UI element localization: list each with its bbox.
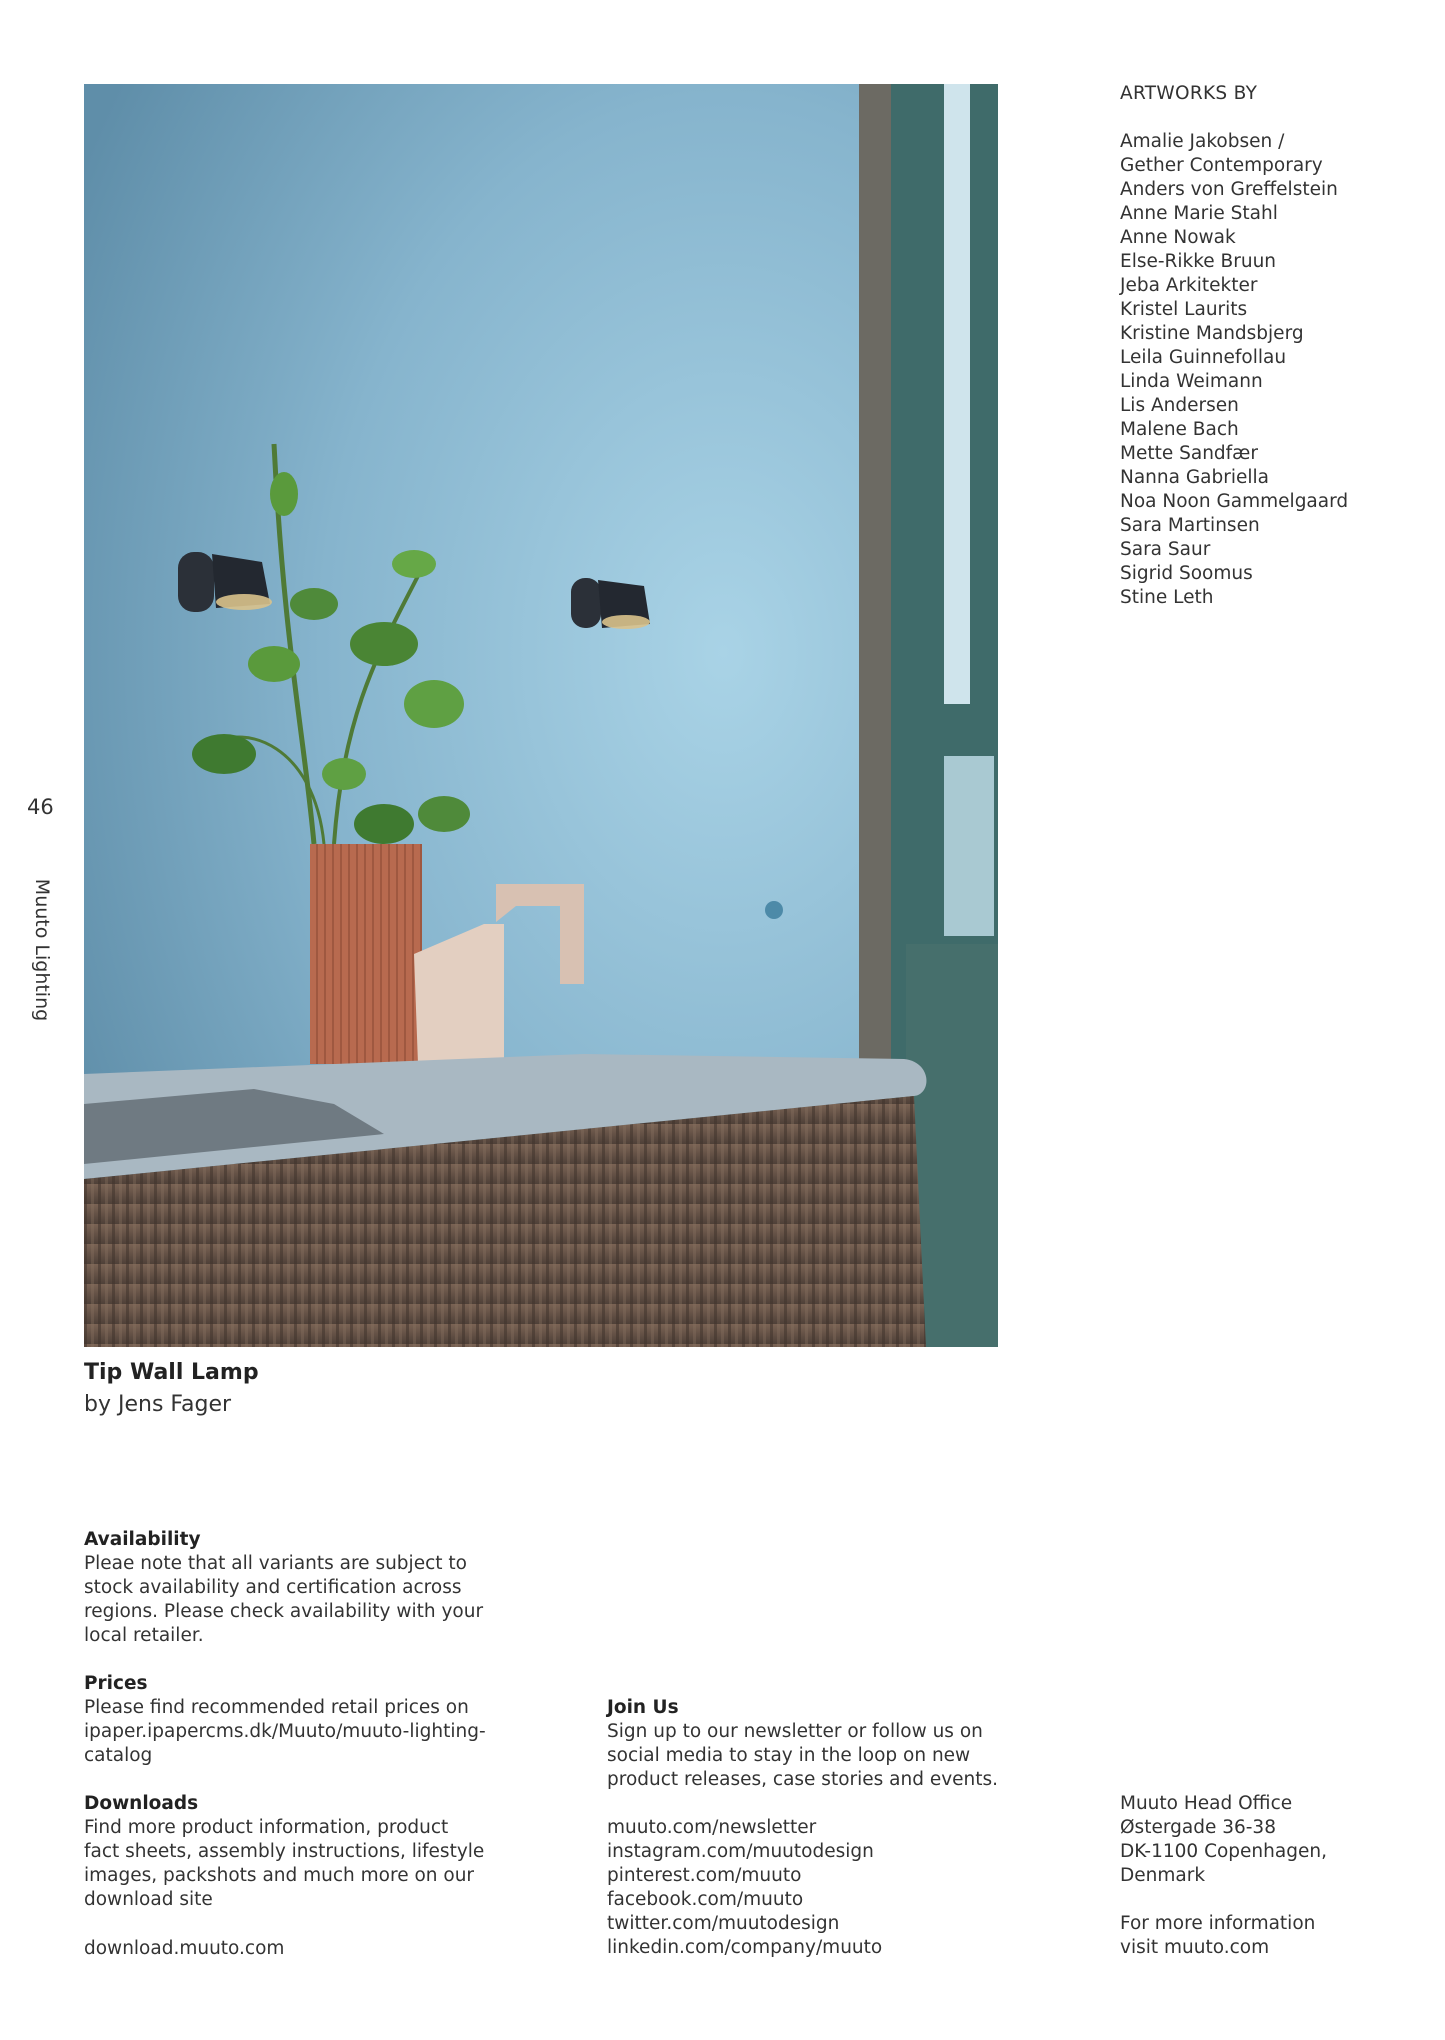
social-links — [607, 1816, 882, 1960]
twitter-link[interactable]: twitter.com/muutodesign — [607, 1913, 840, 1934]
artworks-list — [1120, 82, 1420, 610]
artworks-heading: ARTWORKS BY — [1120, 83, 1258, 104]
availability-section — [84, 1528, 504, 1648]
join-us-text: Sign up to our newsletter or follow us on — [607, 1721, 983, 1742]
facebook-link[interactable]: facebook.com/muuto — [607, 1889, 804, 1910]
prices-heading: Prices — [84, 1673, 148, 1694]
artist-name: Mette Sandfær — [1120, 443, 1258, 464]
availability-heading: Availability — [84, 1529, 201, 1550]
downloads-text: download site — [84, 1889, 213, 1910]
product-designer: by Jens Fager — [84, 1392, 232, 1417]
office-line: Denmark — [1120, 1865, 1206, 1886]
artist-name: Leila Guinnefollau — [1120, 347, 1287, 368]
artist-name: Sara Martinsen — [1120, 515, 1260, 536]
prices-text: Please find recommended retail prices on — [84, 1697, 469, 1718]
product-photo — [84, 84, 998, 1347]
artist-name: Nanna Gabriella — [1120, 467, 1270, 488]
head-office-address — [1120, 1792, 1420, 1888]
office-line: DK-1100 Copenhagen, — [1120, 1841, 1327, 1862]
availability-text: stock availability and certification across — [84, 1577, 462, 1598]
pinterest-link[interactable]: pinterest.com/muuto — [607, 1865, 802, 1886]
artist-name: Anne Nowak — [1120, 227, 1236, 248]
more-info-line: For more information — [1120, 1913, 1316, 1934]
linkedin-link[interactable]: linkedin.com/company/muuto — [607, 1937, 883, 1958]
join-us-text: social media to stay in the loop on new — [607, 1745, 971, 1766]
newsletter-link[interactable]: muuto.com/newsletter — [607, 1817, 817, 1838]
page-number: 46 — [27, 795, 54, 819]
downloads-text: fact sheets, assembly instructions, lifestyle — [84, 1841, 485, 1862]
artist-name: Amalie Jakobsen / — [1120, 131, 1285, 152]
terracotta-vase — [310, 844, 422, 1064]
instagram-link[interactable]: instagram.com/muutodesign — [607, 1841, 874, 1862]
join-us-heading: Join Us — [607, 1697, 679, 1718]
artist-name: Gether Contemporary — [1120, 155, 1323, 176]
availability-text: local retailer. — [84, 1625, 204, 1646]
artist-name: Stine Leth — [1120, 587, 1214, 608]
artist-name: Malene Bach — [1120, 419, 1239, 440]
availability-text: regions. Please check availability with your — [84, 1601, 484, 1622]
artist-name: Sara Saur — [1120, 539, 1211, 560]
downloads-text: images, packshots and much more on our — [84, 1865, 475, 1886]
office-line: Muuto Head Office — [1120, 1793, 1293, 1814]
artist-name: Else-Rikke Bruun — [1120, 251, 1277, 272]
artist-name: Sigrid Soomus — [1120, 563, 1253, 584]
prices-text: catalog — [84, 1745, 153, 1766]
artist-name: Anders von Greffelstein — [1120, 179, 1338, 200]
availability-text: Pleae note that all variants are subject to — [84, 1553, 467, 1574]
prices-section — [84, 1672, 504, 1768]
section-label: Muuto Lighting — [31, 878, 53, 1022]
downloads-text: Find more product information, product — [84, 1817, 449, 1838]
downloads-heading: Downloads — [84, 1793, 199, 1814]
artist-name: Linda Weimann — [1120, 371, 1263, 392]
downloads-section — [84, 1792, 504, 1912]
wall-lamp-right — [571, 578, 650, 629]
artist-name: Lis Andersen — [1120, 395, 1239, 416]
artist-name: Anne Marie Stahl — [1120, 203, 1278, 224]
product-title: Tip Wall Lamp — [84, 1360, 259, 1385]
office-line: Østergade 36-38 — [1120, 1817, 1276, 1838]
download-link[interactable]: download.muuto.com — [84, 1938, 285, 1959]
artist-name: Kristine Mandsbjerg — [1120, 323, 1304, 344]
join-us-section — [607, 1696, 1027, 1792]
more-info — [1120, 1912, 1420, 1960]
artist-name: Jeba Arkitekter — [1120, 275, 1258, 296]
join-us-text: product releases, case stories and events. — [607, 1769, 999, 1790]
more-info-line[interactable]: visit muuto.com — [1120, 1937, 1270, 1958]
artist-name: Noa Noon Gammelgaard — [1120, 491, 1349, 512]
prices-text: ipaper.ipapercms.dk/Muuto/muuto-lighting- — [84, 1721, 486, 1742]
artist-name: Kristel Laurits — [1120, 299, 1248, 320]
